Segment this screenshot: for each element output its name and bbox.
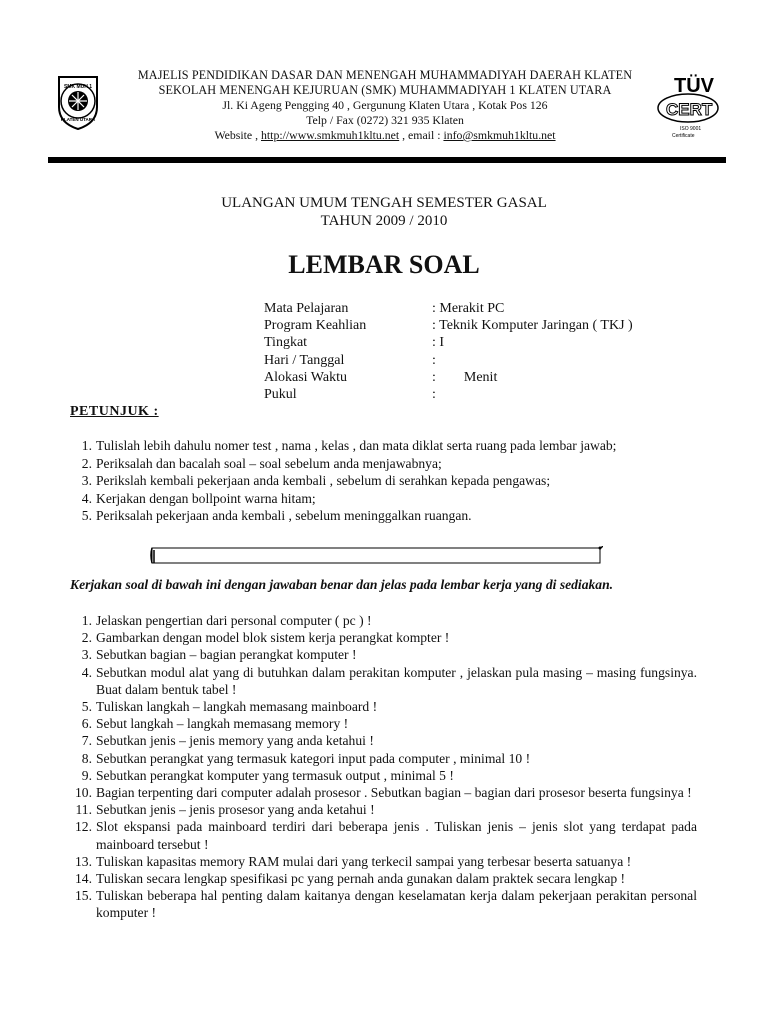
question-item bbox=[70, 664, 697, 698]
question-item-text: Sebutkan jenis – jenis prosesor yang anda ketahui ! bbox=[96, 802, 375, 818]
question-item bbox=[70, 612, 697, 629]
question-item-number: 5. bbox=[81, 699, 92, 715]
instruction-item-text: Kerjakan dengan bollpoint warna hitam; bbox=[96, 490, 316, 506]
header-line-1: MAJELIS PENDIDIKAN DASAR DAN MENENGAH MUHAMMADIYAH DAERAH KLATEN bbox=[137, 68, 633, 82]
question-item-text: Jelaskan pengertian dari personal computer ( pc ) ! bbox=[96, 613, 372, 628]
tuv-cert-logo bbox=[650, 70, 726, 140]
instruction-item-number: 5. bbox=[81, 508, 92, 524]
question-item bbox=[70, 767, 697, 784]
website-link[interactable]: http://www.smkmuh1kltu.net bbox=[261, 128, 400, 142]
question-item-text: Sebutkan perangkat komputer yang termasuk output , minimal 5 ! bbox=[96, 767, 454, 783]
question-item-text: Gambarkan dengan model blok sistem kerja perangkat kompter ! bbox=[96, 630, 450, 646]
info-row bbox=[264, 317, 633, 334]
question-item-number: 8. bbox=[81, 750, 92, 766]
question-item-text: Sebut langkah – langkah memasang memory ! bbox=[96, 716, 349, 732]
instruction-item-text: Tulislah lebih dahulu nomer test , nama , kelas , dan mata diklat serta ruang pada lembar jawab; bbox=[96, 438, 617, 453]
instruction-item-number: 3. bbox=[81, 473, 92, 489]
info-value: : bbox=[432, 386, 436, 402]
instruction-item-number: 2. bbox=[81, 455, 92, 471]
question-item-number: 9. bbox=[81, 767, 92, 783]
instruction-item-number: 1. bbox=[81, 438, 92, 453]
instruction-item bbox=[70, 472, 710, 490]
svg-text:SMK MUH 1: SMK MUH 1 bbox=[63, 84, 93, 90]
instruction-item-text: Periksalah pekerjaan anda kembali , sebelum meninggalkan ruangan. bbox=[96, 508, 472, 524]
instruction-item bbox=[70, 437, 710, 455]
question-item bbox=[70, 818, 697, 852]
instruction-item bbox=[70, 490, 710, 508]
question-item-number: 1. bbox=[81, 613, 92, 628]
question-item-text: Tuliskan beberapa hal penting dalam kaitanya dengan keselamatan kerja dalam pekerjaan perakitan personal komputer ! bbox=[96, 888, 697, 921]
question-item bbox=[70, 750, 697, 767]
question-item bbox=[70, 887, 697, 921]
info-label: Hari / Tanggal bbox=[264, 352, 345, 368]
instruction-item bbox=[70, 507, 710, 525]
info-value: : Merakit PC bbox=[432, 301, 505, 316]
info-label: Mata Pelajaran bbox=[264, 301, 349, 316]
question-item bbox=[70, 784, 697, 801]
instructions-heading: PETUNJUK : bbox=[70, 404, 159, 419]
question-item-text: Sebutkan jenis – jenis memory yang anda ketahui ! bbox=[96, 733, 374, 749]
header-line-2: SEKOLAH MENENGAH KEJURUAN (SMK) MUHAMMADIYAH 1 KLATEN UTARA bbox=[158, 83, 612, 97]
question-item-text: Sebutkan modul alat yang di butuhkan dalam perakitan komputer , jelaskan pula masing – masing fungsinya. Buat dalam bentuk tabel ! bbox=[96, 664, 697, 697]
instruction-item-text: Periksalah dan bacalah soal – soal sebelum anda menjawabnya; bbox=[96, 455, 442, 471]
question-item-number: 10. bbox=[75, 785, 92, 801]
svg-text:KLATEN UTARA: KLATEN UTARA bbox=[60, 117, 96, 122]
instruction-item bbox=[70, 455, 710, 473]
scroll-banner bbox=[150, 546, 600, 564]
question-item-text: Tuliskan langkah – langkah memasang mainboard ! bbox=[96, 699, 378, 715]
question-item-number: 11. bbox=[75, 802, 92, 818]
info-row bbox=[264, 334, 633, 351]
question-item-text: Tuliskan secara lengkap spesifikasi pc yang pernah anda gunakan dalam praktek secara lengkap ! bbox=[96, 871, 626, 887]
info-value: : Menit bbox=[432, 369, 498, 385]
question-item bbox=[70, 732, 697, 749]
question-item-text: Slot ekspansi pada mainboard terdiri dari beberapa jenis . Tuliskan jenis – jenis slot yang terdapat pada mainboard tersebut ! bbox=[96, 819, 697, 852]
exam-year: TAHUN 2009 / 2010 bbox=[320, 213, 448, 229]
question-item bbox=[70, 715, 697, 732]
question-item-number: 3. bbox=[81, 647, 92, 663]
question-item-number: 2. bbox=[81, 630, 92, 646]
question-item bbox=[70, 698, 697, 715]
question-item-number: 6. bbox=[81, 716, 92, 732]
svg-text:TÜV: TÜV bbox=[674, 75, 714, 97]
main-title: LEMBAR SOAL bbox=[288, 250, 480, 279]
question-item-text: Sebutkan bagian – bagian perangkat komputer ! bbox=[96, 647, 357, 663]
svg-text:CERT: CERT bbox=[666, 100, 713, 119]
instruction-item-text: Perikslah kembali pekerjaan anda kembali , sebelum di serahkan kepada pengawas; bbox=[96, 473, 551, 489]
exam-title: ULANGAN UMUM TENGAH SEMESTER GASAL bbox=[221, 195, 547, 211]
question-item bbox=[70, 629, 697, 646]
svg-text:ISO 9001: ISO 9001 bbox=[680, 126, 702, 132]
letterhead bbox=[110, 68, 660, 143]
question-item-text: Bagian terpenting dari computer adalah prosesor . Sebutkan bagian – bagian dari prosesor beserta fungsinya ! bbox=[96, 785, 692, 801]
info-label: Alokasi Waktu bbox=[264, 369, 347, 385]
info-value: : bbox=[432, 352, 436, 368]
question-item-number: 14. bbox=[75, 871, 92, 887]
header-phone: Telp / Fax (0272) 321 935 Klaten bbox=[306, 113, 464, 127]
work-instruction: Kerjakan soal di bawah ini dengan jawaban benar dan jelas pada lembar kerja yang di sediakan. bbox=[70, 577, 614, 592]
email-label: , email : bbox=[402, 128, 441, 142]
questions-list bbox=[70, 612, 697, 922]
website-label: Website , bbox=[214, 128, 259, 142]
header-address: Jl. Ki Ageng Pengging 40 , Gergunung Klaten Utara , Kotak Pos 126 bbox=[222, 98, 548, 112]
info-label: Tingkat bbox=[264, 335, 308, 351]
instructions-list bbox=[70, 437, 710, 525]
letterhead-divider bbox=[48, 157, 726, 163]
info-value: : Teknik Komputer Jaringan ( TKJ ) bbox=[432, 318, 633, 334]
info-row bbox=[264, 386, 633, 403]
header-contact bbox=[110, 128, 660, 143]
info-row bbox=[264, 300, 633, 317]
info-row bbox=[264, 352, 633, 369]
question-item bbox=[70, 870, 697, 887]
question-item-number: 12. bbox=[75, 819, 92, 835]
question-item-number: 15. bbox=[75, 888, 92, 904]
question-item-number: 13. bbox=[75, 853, 92, 869]
question-item bbox=[70, 801, 697, 818]
question-item bbox=[70, 646, 697, 663]
svg-text:Certificate: Certificate bbox=[672, 133, 695, 139]
info-label: Pukul bbox=[264, 386, 297, 402]
question-item-text: Sebutkan perangkat yang termasuk kategori input pada computer , minimal 10 ! bbox=[96, 750, 531, 766]
instruction-item-number: 4. bbox=[81, 490, 92, 506]
info-value: : I bbox=[432, 335, 445, 351]
question-item-text: Tuliskan kapasitas memory RAM mulai dari yang terkecil sampai yang terbesar beserta satuanya ! bbox=[96, 853, 632, 869]
info-label: Program Keahlian bbox=[264, 318, 367, 334]
question-item bbox=[70, 853, 697, 870]
info-row bbox=[264, 369, 633, 386]
exam-info bbox=[264, 300, 633, 403]
school-logo-left bbox=[55, 73, 101, 131]
question-item-number: 7. bbox=[81, 733, 92, 749]
question-item-number: 4. bbox=[81, 664, 92, 680]
email-link[interactable]: info@smkmuh1kltu.net bbox=[443, 128, 556, 142]
